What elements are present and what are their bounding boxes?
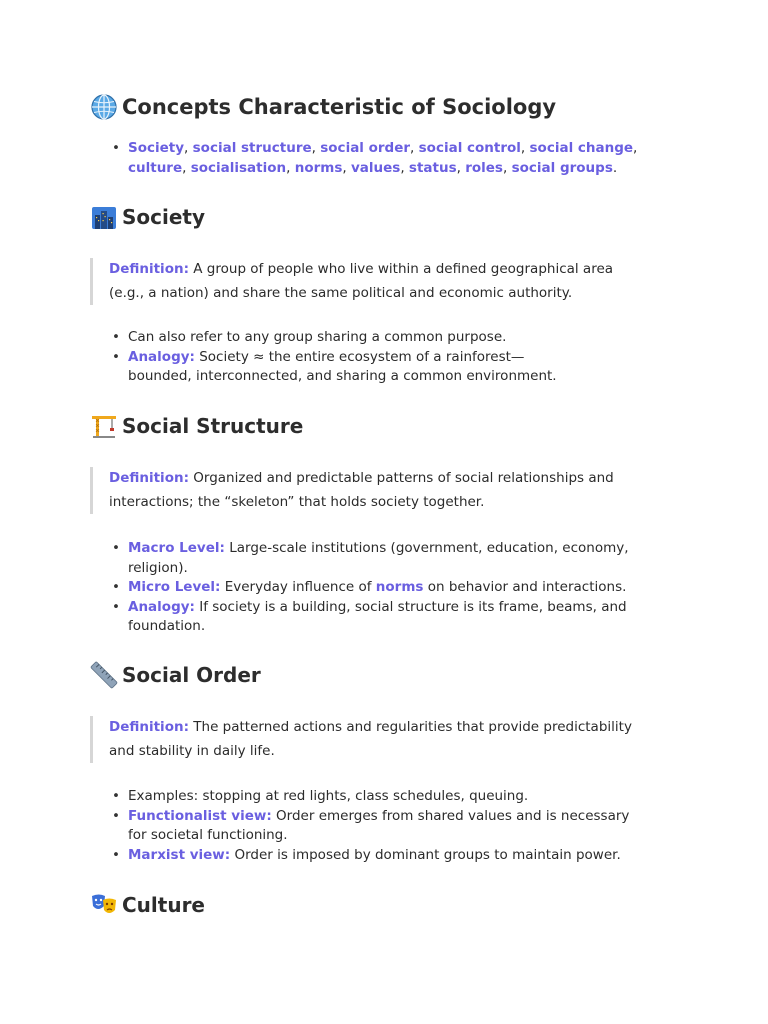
term-culture: culture bbox=[128, 159, 183, 176]
term-social-structure: social structure bbox=[192, 140, 312, 156]
term-society: Society bbox=[128, 140, 185, 156]
definition-text: A group of people who live within a defined geographical area (e.g., a nation) and share the same political and economic authority. bbox=[109, 261, 614, 301]
functionalist-text: Order emerges from shared values and is necessary for societal functioning. bbox=[128, 807, 630, 843]
definition-text: Organized and predictable patterns of social relationships and interactions; the “skeleton” that holds society together. bbox=[109, 470, 614, 510]
list-item bbox=[110, 846, 630, 866]
section-title-social-order: Social Order bbox=[122, 663, 261, 687]
micro-norms: norms bbox=[375, 579, 424, 595]
social-order-heading bbox=[90, 661, 261, 689]
analogy-label: Analogy: bbox=[128, 598, 195, 615]
list-item bbox=[110, 787, 630, 807]
list-item bbox=[110, 328, 580, 348]
term-roles: roles bbox=[465, 159, 503, 176]
concepts-heading bbox=[90, 93, 556, 121]
page-title: Concepts Characteristic of Sociology bbox=[122, 95, 557, 119]
term-values: values bbox=[350, 159, 401, 176]
social-structure-definition bbox=[90, 467, 679, 514]
list-item: • Society, social structure, social order, social control, social change, culture, socialisation, norms, values, status, roles, social groups. bbox=[110, 139, 670, 178]
society-definition bbox=[90, 258, 649, 305]
society-heading bbox=[90, 203, 205, 231]
marxist-label: Marxist view: bbox=[128, 846, 231, 863]
list-item bbox=[110, 807, 630, 846]
society-list bbox=[110, 328, 580, 387]
social-order-list bbox=[110, 787, 630, 865]
bullet-text: Can also refer to any group sharing a common purpose. bbox=[128, 329, 507, 345]
micro-text: Everyday influence of bbox=[220, 579, 376, 595]
analogy-label: Analogy: bbox=[128, 348, 195, 365]
social-structure-list bbox=[110, 539, 630, 637]
culture-heading bbox=[90, 891, 205, 919]
list-item bbox=[110, 348, 580, 387]
section-title-culture: Culture bbox=[122, 893, 205, 917]
term-social-groups: social groups bbox=[511, 159, 613, 176]
term-norms: norms bbox=[294, 159, 343, 176]
term-socialisation: socialisation bbox=[190, 159, 287, 176]
term-social-change: social change bbox=[529, 140, 634, 156]
micro-text-after: on behavior and interactions. bbox=[423, 579, 627, 595]
construction-crane-icon bbox=[90, 412, 118, 440]
list-item bbox=[110, 598, 630, 637]
definition-text: The patterned actions and regularities that provide predictability and stability in daily life. bbox=[109, 719, 632, 759]
analogy-text: Society ≈ the entire ecosystem of a rainforest—bounded, interconnected, and sharing a common environment. bbox=[128, 348, 557, 384]
ruler-icon bbox=[90, 661, 118, 689]
globe-icon bbox=[90, 93, 118, 121]
definition-label: Definition: bbox=[109, 261, 189, 277]
definition-label: Definition: bbox=[109, 470, 189, 486]
analogy-text: If society is a building, social structure is its frame, beams, and foundation. bbox=[128, 598, 627, 634]
micro-label: Micro Level: bbox=[128, 579, 221, 595]
social-order-definition bbox=[90, 716, 649, 763]
term-status: status bbox=[408, 159, 457, 176]
bullet-text: Examples: stopping at red lights, class schedules, queuing. bbox=[128, 788, 529, 804]
social-structure-heading bbox=[90, 412, 303, 440]
functionalist-label: Functionalist view: bbox=[128, 807, 272, 824]
section-title-social-structure: Social Structure bbox=[122, 414, 304, 438]
macro-text: Large-scale institutions (government, education, economy, religion). bbox=[128, 540, 629, 576]
concepts-list bbox=[110, 139, 670, 178]
theater-masks-icon bbox=[90, 891, 118, 919]
cityscape-icon bbox=[90, 203, 118, 231]
definition-label: Definition: bbox=[109, 719, 189, 735]
section-title-society: Society bbox=[122, 205, 206, 229]
term-social-order: social order bbox=[320, 140, 411, 156]
macro-label: Macro Level: bbox=[128, 540, 225, 556]
list-item bbox=[110, 578, 630, 598]
marxist-text: Order is imposed by dominant groups to maintain power. bbox=[230, 846, 621, 863]
list-item bbox=[110, 539, 630, 578]
term-social-control: social control bbox=[418, 140, 521, 156]
